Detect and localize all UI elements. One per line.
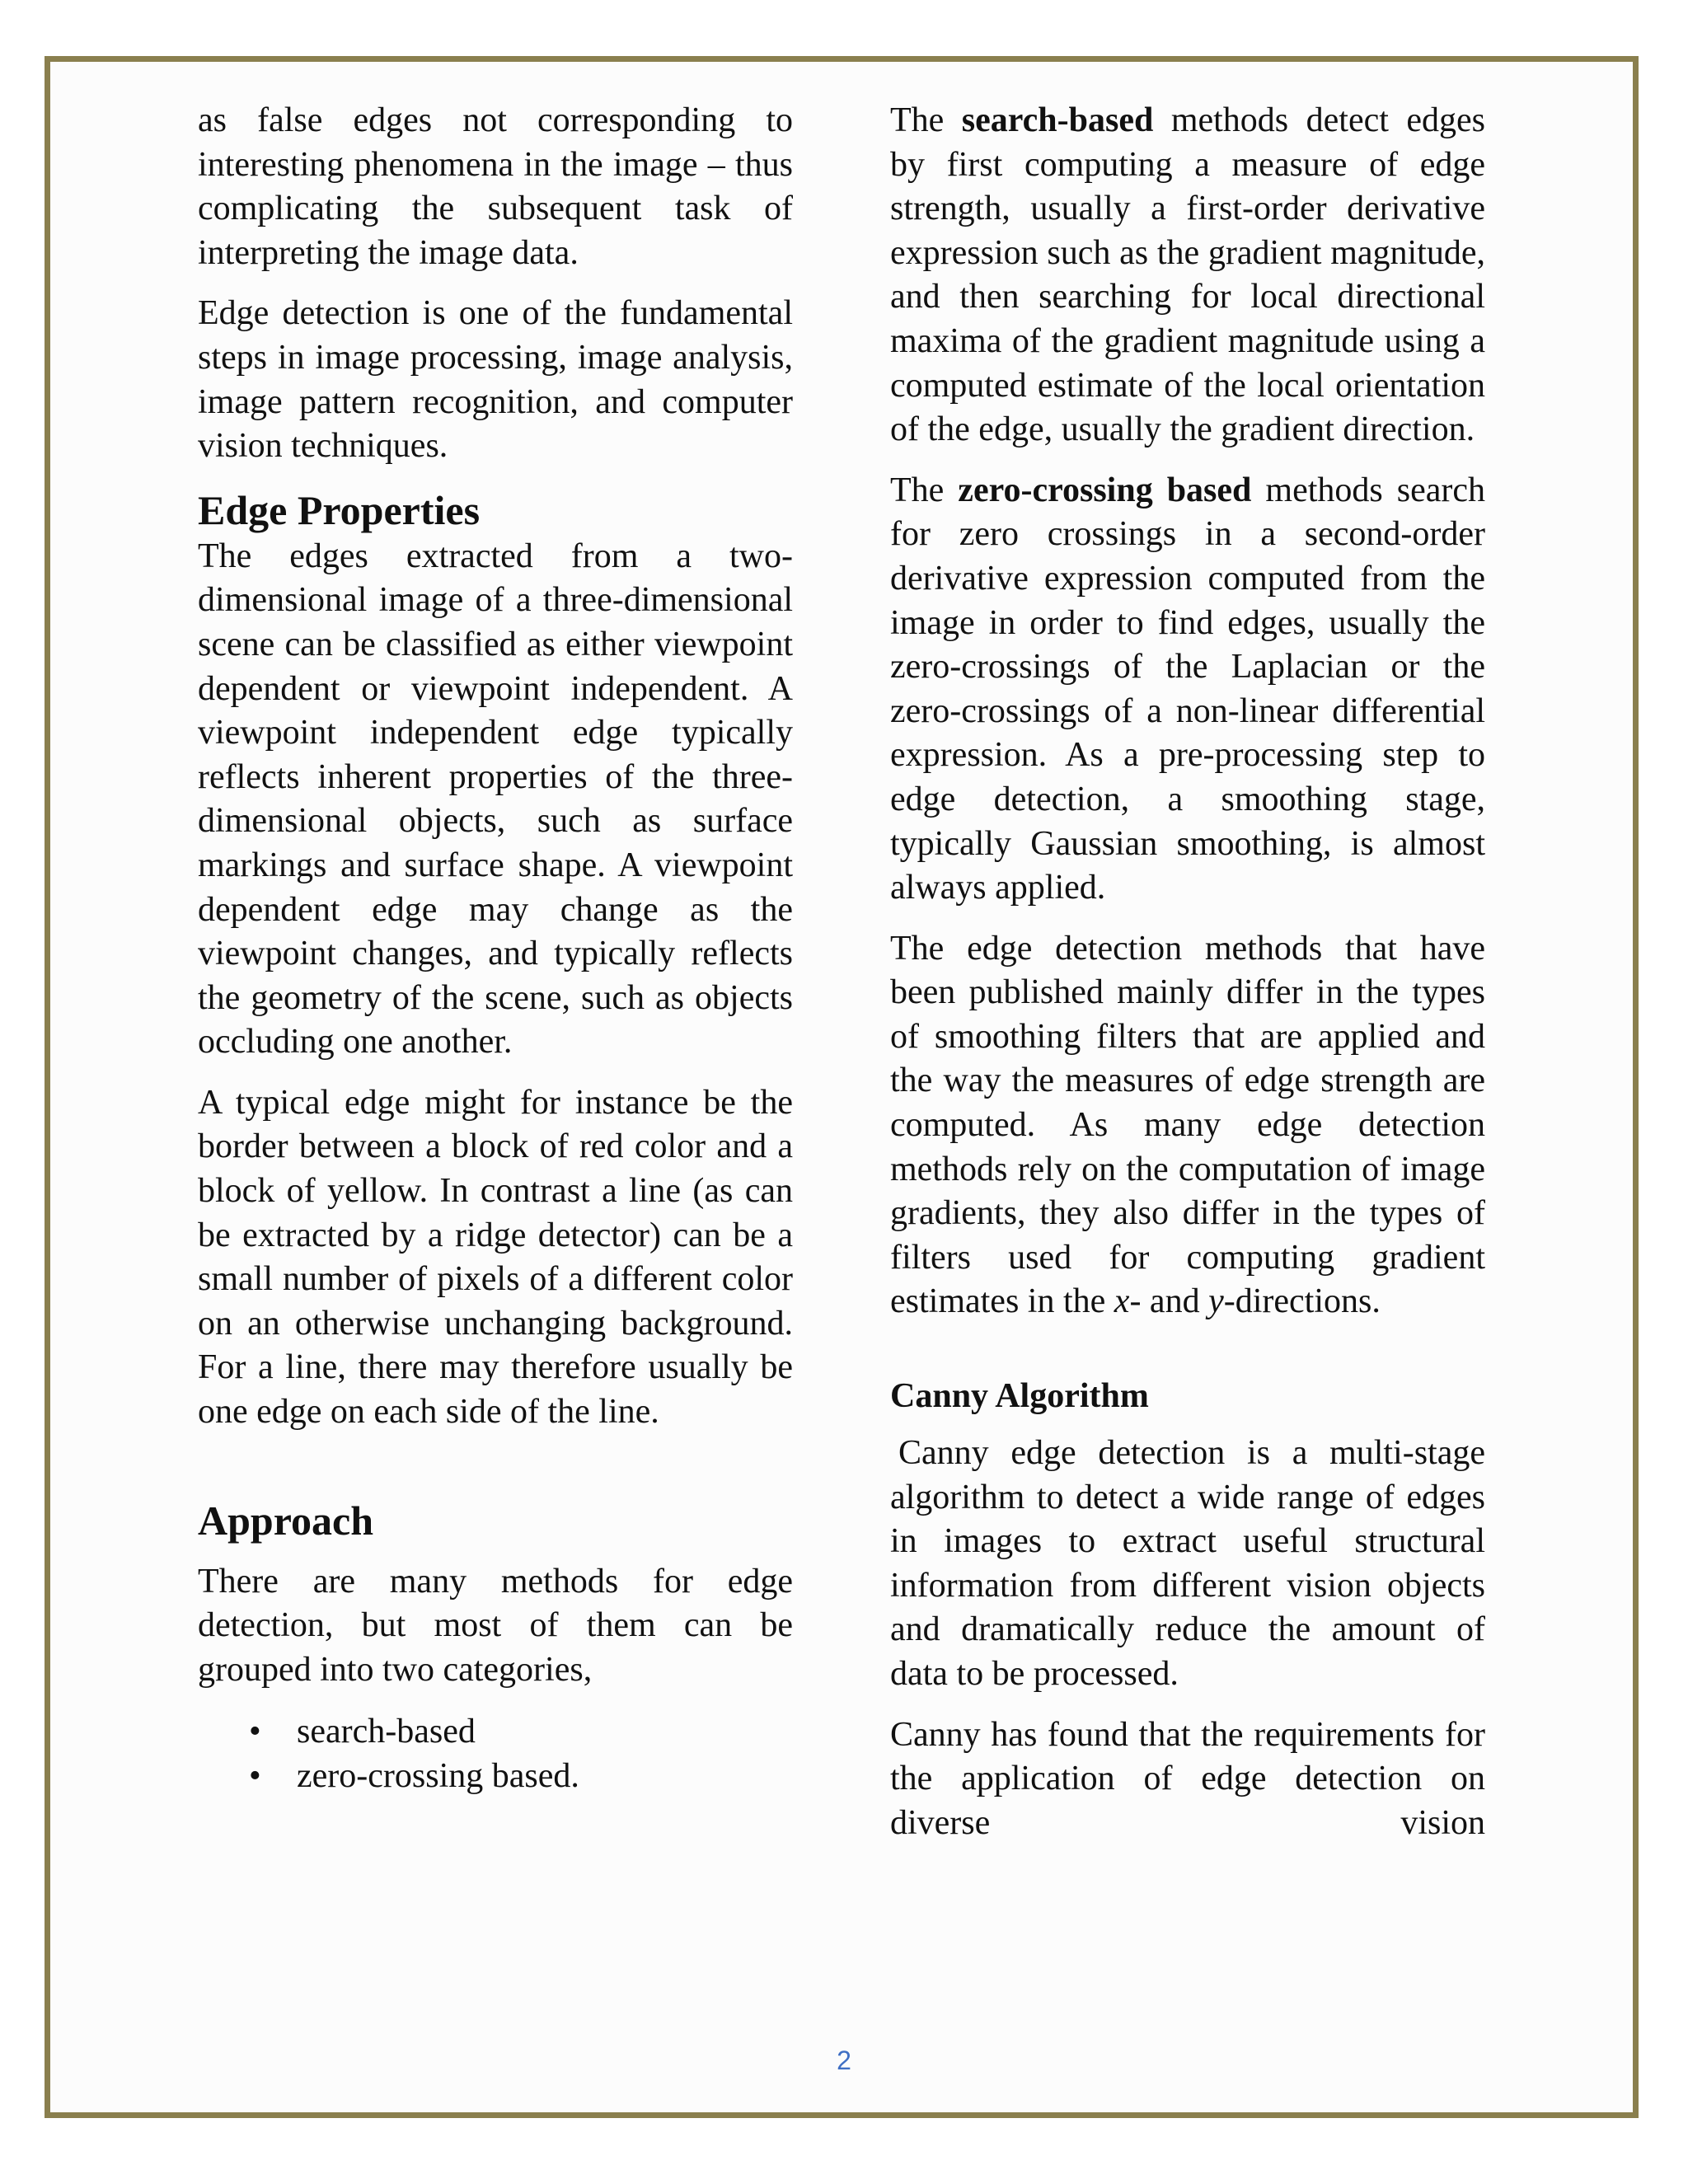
edge-properties-paragraph-2: A typical edge might for instance be the border between a block of red color and a block of yellow. In contrast a line (as can be extracted by a ridge detector) can be a small number of pixels of a different color on an otherwise unchanging background. For a line, there may therefore usually be one edge on each side of the line. (198, 1083, 793, 1432)
search-based-lead: The (890, 101, 962, 139)
canny-algorithm-heading: Canny Algorithm (890, 1377, 1149, 1416)
methods-end: -directions. (1223, 1282, 1381, 1321)
zero-crossing-term: zero-crossing based (958, 471, 1252, 509)
bullet-text-search-based: search-based (297, 1713, 476, 1751)
y-variable: y (1208, 1282, 1224, 1321)
list-item (198, 1755, 793, 1799)
edge-properties-paragraph-1: The edges extracted from a two-dimensional image of a three-dimensional scene can be classified as either viewpoint dependent or viewpoint independent. A viewpoint independent edge typically reflects inherent properties of the three-dimensional objects, such as surface markings and surface shape. A viewpoint dependent edge may change as the viewpoint changes, and typically reflects the geometry of the scene, such as objects occluding one another. (198, 537, 793, 1062)
zero-crossing-paragraph (890, 469, 1485, 911)
canny-paragraph-1: Canny edge detection is a multi-stage algorithm to detect a wide range of edges in images to extract useful structural information from different vision objects and dramatically reduce the amount of data to be processed. (890, 1434, 1485, 1693)
approach-heading: Approach (198, 1497, 374, 1544)
methods-body: The edge detection methods that have been published mainly differ in the types of smoothing filters that are applied and the way the measures of edge strength are computed. As many edge detection methods rely on the computation of image gradients, they also differ in the types of filters used for computing gradient estimates in the (890, 929, 1485, 1321)
zero-crossing-lead: The (890, 471, 959, 509)
approach-paragraph: There are many methods for edge detection, but most of them can be grouped into two categories, (198, 1562, 793, 1689)
bullet-icon: • (249, 1713, 261, 1751)
page-number: 2 (837, 2046, 851, 2075)
right-column (890, 99, 1485, 1862)
intro-paragraph: Edge detection is one of the fundamental steps in image processing, image analysis, image pattern recognition, and computer vision techniques. (198, 294, 793, 466)
methods-paragraph (890, 927, 1485, 1324)
search-based-paragraph (890, 99, 1485, 452)
zero-crossing-body: methods search for zero crossings in a second-order derivative expression computed from the image in order to find edges, usually the zero-crossings of the Laplacian or the zero-crossings of a non-linear differential expression. As a pre-processing step to edge detection, a smoothing stage, typically Gaussian smoothing, is almost always applied. (890, 471, 1485, 907)
search-based-body: methods detect edges by first computing a measure of edge strength, usually a first-order derivative expression such as the gradient magnitude, and then searching for local directional maxima of the gradient magnitude using a computed estimate of the local orientation of the edge, usually the gradient direction. (890, 101, 1485, 449)
canny-paragraph-2: Canny has found that the requirements for the application of edge detection on diverse vision (890, 1715, 1485, 1842)
bullet-icon: • (249, 1757, 261, 1795)
intro-continuation: as false edges not corresponding to interesting phenomena in the image – thus complicating the subsequent task of interpreting the image data. (198, 101, 793, 272)
x-variable: x (1114, 1282, 1130, 1321)
approach-bullet-list (198, 1710, 793, 1798)
list-item (198, 1710, 793, 1755)
methods-mid: - and (1129, 1282, 1209, 1321)
left-column (198, 99, 793, 1799)
edge-properties-heading: Edge Properties (198, 486, 481, 533)
bullet-text-zero-crossing: zero-crossing based. (297, 1757, 579, 1795)
search-based-term: search-based (961, 101, 1154, 139)
